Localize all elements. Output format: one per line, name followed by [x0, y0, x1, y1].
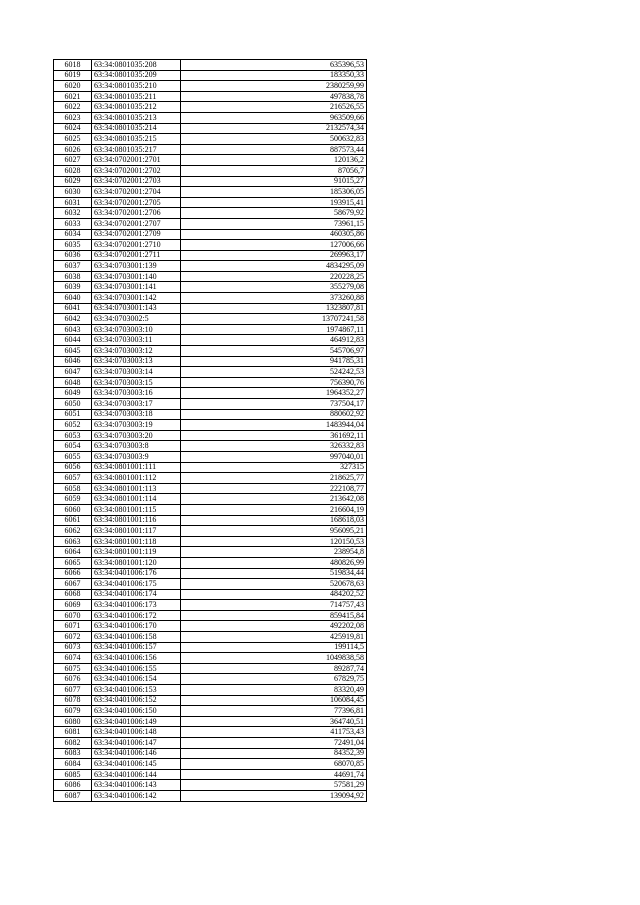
table-row [54, 303, 367, 314]
cadastral-value-cell: 1974867,11 [181, 324, 367, 335]
cadastral-value-cell: 480826,99 [181, 557, 367, 568]
cadastral-number-cell: 63:34:0703001:139 [92, 261, 181, 272]
cadastral-number-cell: 63:34:0801035:214 [92, 123, 181, 134]
cadastral-number-cell: 63:34:0401006:148 [92, 727, 181, 738]
cadastral-number-cell: 63:34:0401006:147 [92, 738, 181, 749]
cadastral-value-cell: 1483944,04 [181, 420, 367, 431]
cadastral-value-cell: 2132574,34 [181, 123, 367, 134]
table-row [54, 695, 367, 706]
cadastral-value-cell: 83320,49 [181, 685, 367, 696]
table-row [54, 653, 367, 664]
row-number-cell: 6066 [54, 568, 92, 579]
cadastral-number-cell: 63:34:0801035:209 [92, 70, 181, 81]
table-row [54, 282, 367, 293]
row-number-cell: 6032 [54, 208, 92, 219]
table-row [54, 293, 367, 304]
cadastral-number-cell: 63:34:0703003:20 [92, 430, 181, 441]
cadastral-number-cell: 63:34:0401006:172 [92, 610, 181, 621]
cadastral-value-cell: 425919,81 [181, 632, 367, 643]
cadastral-number-cell: 63:34:0702001:2711 [92, 250, 181, 261]
cadastral-value-cell: 269963,17 [181, 250, 367, 261]
cadastral-value-cell: 13707241,58 [181, 314, 367, 325]
table-row [54, 70, 367, 81]
cadastral-value-cell: 87056,7 [181, 165, 367, 176]
table-row [54, 727, 367, 738]
table-row [54, 663, 367, 674]
cadastral-number-cell: 63:34:0702001:2709 [92, 229, 181, 240]
table-row [54, 632, 367, 643]
row-number-cell: 6075 [54, 663, 92, 674]
row-number-cell: 6063 [54, 536, 92, 547]
table-row [54, 430, 367, 441]
cadastral-value-cell: 635396,53 [181, 60, 367, 71]
cadastral-number-cell: 63:34:0702001:2704 [92, 187, 181, 198]
row-number-cell: 6082 [54, 738, 92, 749]
cadastral-value-cell: 497838,78 [181, 91, 367, 102]
row-number-cell: 6081 [54, 727, 92, 738]
cadastral-number-cell: 63:34:0401006:170 [92, 621, 181, 632]
cadastral-value-cell: 492202,08 [181, 621, 367, 632]
table-row [54, 473, 367, 484]
row-number-cell: 6052 [54, 420, 92, 431]
row-number-cell: 6065 [54, 557, 92, 568]
cadastral-value-cell: 127006,66 [181, 240, 367, 251]
cadastral-value-cell: 887573,44 [181, 144, 367, 155]
cadastral-number-cell: 63:34:0401006:174 [92, 589, 181, 600]
table-row [54, 155, 367, 166]
cadastral-number-cell: 63:34:0702001:2707 [92, 218, 181, 229]
row-number-cell: 6025 [54, 134, 92, 145]
cadastral-value-cell: 168618,03 [181, 515, 367, 526]
row-number-cell: 6042 [54, 314, 92, 325]
cadastral-value-cell: 91015,27 [181, 176, 367, 187]
row-number-cell: 6039 [54, 282, 92, 293]
table-row [54, 706, 367, 717]
table-row [54, 165, 367, 176]
table-row [54, 589, 367, 600]
table-row [54, 314, 367, 325]
cadastral-value-cell: 500632,83 [181, 134, 367, 145]
cadastral-value-cell: 524242,53 [181, 367, 367, 378]
table-row [54, 674, 367, 685]
table-row [54, 451, 367, 462]
row-number-cell: 6050 [54, 399, 92, 410]
cadastral-value-cell: 44691,74 [181, 769, 367, 780]
row-number-cell: 6086 [54, 780, 92, 791]
cadastral-number-cell: 63:34:0703003:17 [92, 399, 181, 410]
table-row [54, 218, 367, 229]
row-number-cell: 6084 [54, 759, 92, 770]
row-number-cell: 6023 [54, 112, 92, 123]
table-row [54, 494, 367, 505]
row-number-cell: 6051 [54, 409, 92, 420]
table-row [54, 769, 367, 780]
row-number-cell: 6041 [54, 303, 92, 314]
table-row [54, 610, 367, 621]
cadastral-number-cell: 63:34:0703001:141 [92, 282, 181, 293]
cadastral-number-cell: 63:34:0401006:146 [92, 748, 181, 759]
table-row [54, 388, 367, 399]
cadastral-value-cell: 714757,43 [181, 600, 367, 611]
cadastral-value-cell: 120136,2 [181, 155, 367, 166]
row-number-cell: 6059 [54, 494, 92, 505]
cadastral-value-cell: 373260,88 [181, 293, 367, 304]
row-number-cell: 6060 [54, 504, 92, 515]
cadastral-value-cell: 220228,25 [181, 271, 367, 282]
cadastral-number-cell: 63:34:0801035:217 [92, 144, 181, 155]
table-row [54, 250, 367, 261]
cadastral-number-cell: 63:34:0801001:111 [92, 462, 181, 473]
table-row [54, 240, 367, 251]
table-row [54, 208, 367, 219]
cadastral-value-cell: 520678,63 [181, 579, 367, 590]
row-number-cell: 6019 [54, 70, 92, 81]
cadastral-number-cell: 63:34:0801035:211 [92, 91, 181, 102]
cadastral-number-cell: 63:34:0703003:19 [92, 420, 181, 431]
cadastral-number-cell: 63:34:0401006:143 [92, 780, 181, 791]
row-number-cell: 6064 [54, 547, 92, 558]
cadastral-number-cell: 63:34:0703003:9 [92, 451, 181, 462]
table-row [54, 790, 367, 801]
cadastral-number-cell: 63:34:0703003:10 [92, 324, 181, 335]
cadastral-number-cell: 63:34:0801001:118 [92, 536, 181, 547]
cadastral-value-cell: 218625,77 [181, 473, 367, 484]
row-number-cell: 6056 [54, 462, 92, 473]
row-number-cell: 6058 [54, 483, 92, 494]
row-number-cell: 6076 [54, 674, 92, 685]
table-row [54, 685, 367, 696]
table-row [54, 134, 367, 145]
cadastral-value-cell: 139094,92 [181, 790, 367, 801]
cadastral-number-cell: 63:34:0703003:8 [92, 441, 181, 452]
row-number-cell: 6034 [54, 229, 92, 240]
table-row [54, 271, 367, 282]
table-row [54, 367, 367, 378]
row-number-cell: 6062 [54, 526, 92, 537]
table-row [54, 716, 367, 727]
cadastral-value-cell: 545706,97 [181, 346, 367, 357]
table-row [54, 483, 367, 494]
row-number-cell: 6021 [54, 91, 92, 102]
cadastral-value-cell: 484202,52 [181, 589, 367, 600]
table-row [54, 504, 367, 515]
row-number-cell: 6085 [54, 769, 92, 780]
row-number-cell: 6080 [54, 716, 92, 727]
table-row [54, 187, 367, 198]
row-number-cell: 6079 [54, 706, 92, 717]
table-row [54, 229, 367, 240]
row-number-cell: 6043 [54, 324, 92, 335]
cadastral-number-cell: 63:34:0801001:117 [92, 526, 181, 537]
table-row [54, 261, 367, 272]
table-row [54, 399, 367, 410]
table-row [54, 738, 367, 749]
cadastral-value-cell: 216604,19 [181, 504, 367, 515]
cadastral-value-cell: 464912,83 [181, 335, 367, 346]
cadastral-number-cell: 63:34:0702001:2705 [92, 197, 181, 208]
cadastral-value-cell: 120150,53 [181, 536, 367, 547]
cadastral-value-cell: 1323807,81 [181, 303, 367, 314]
row-number-cell: 6035 [54, 240, 92, 251]
cadastral-number-cell: 63:34:0703002:5 [92, 314, 181, 325]
row-number-cell: 6030 [54, 187, 92, 198]
cadastral-value-cell: 222108,77 [181, 483, 367, 494]
cadastral-number-cell: 63:34:0702001:2701 [92, 155, 181, 166]
cadastral-value-cell: 364740,51 [181, 716, 367, 727]
table-row [54, 579, 367, 590]
table-body [54, 60, 367, 802]
cadastral-value-cell: 1964352,27 [181, 388, 367, 399]
table-row [54, 197, 367, 208]
cadastral-value-cell: 89287,74 [181, 663, 367, 674]
table-row [54, 81, 367, 92]
cadastral-number-cell: 63:34:0401006:153 [92, 685, 181, 696]
cadastral-number-cell: 63:34:0702001:2703 [92, 176, 181, 187]
cadastral-value-cell: 68070,85 [181, 759, 367, 770]
row-number-cell: 6074 [54, 653, 92, 664]
row-number-cell: 6077 [54, 685, 92, 696]
row-number-cell: 6031 [54, 197, 92, 208]
cadastral-value-cell: 2380259,99 [181, 81, 367, 92]
cadastral-value-cell: 185306,05 [181, 187, 367, 198]
cadastral-number-cell: 63:34:0401006:149 [92, 716, 181, 727]
row-number-cell: 6026 [54, 144, 92, 155]
cadastral-value-cell: 199114,5 [181, 642, 367, 653]
table-row [54, 557, 367, 568]
row-number-cell: 6046 [54, 356, 92, 367]
row-number-cell: 6040 [54, 293, 92, 304]
cadastral-value-cell: 213642,08 [181, 494, 367, 505]
row-number-cell: 6048 [54, 377, 92, 388]
cadastral-value-cell: 361692,11 [181, 430, 367, 441]
table-row [54, 176, 367, 187]
cadastral-value-table [53, 59, 367, 802]
cadastral-number-cell: 63:34:0401006:142 [92, 790, 181, 801]
row-number-cell: 6045 [54, 346, 92, 357]
cadastral-value-cell: 57581,29 [181, 780, 367, 791]
row-number-cell: 6037 [54, 261, 92, 272]
cadastral-value-cell: 326332,83 [181, 441, 367, 452]
cadastral-number-cell: 63:34:0801035:212 [92, 102, 181, 113]
cadastral-value-cell: 73961,15 [181, 218, 367, 229]
cadastral-value-cell: 355279,08 [181, 282, 367, 293]
row-number-cell: 6018 [54, 60, 92, 71]
table-row [54, 356, 367, 367]
row-number-cell: 6054 [54, 441, 92, 452]
cadastral-value-cell: 519834,44 [181, 568, 367, 579]
row-number-cell: 6038 [54, 271, 92, 282]
cadastral-value-cell: 183350,33 [181, 70, 367, 81]
row-number-cell: 6020 [54, 81, 92, 92]
cadastral-number-cell: 63:34:0801001:120 [92, 557, 181, 568]
table-row [54, 568, 367, 579]
cadastral-number-cell: 63:34:0801001:114 [92, 494, 181, 505]
cadastral-number-cell: 63:34:0401006:175 [92, 579, 181, 590]
cadastral-value-cell: 1049838,58 [181, 653, 367, 664]
cadastral-value-cell: 216526,55 [181, 102, 367, 113]
cadastral-value-cell: 84352,39 [181, 748, 367, 759]
row-number-cell: 6083 [54, 748, 92, 759]
row-number-cell: 6022 [54, 102, 92, 113]
table-row [54, 515, 367, 526]
row-number-cell: 6033 [54, 218, 92, 229]
table-row [54, 420, 367, 431]
cadastral-number-cell: 63:34:0702001:2710 [92, 240, 181, 251]
cadastral-value-cell: 859415,84 [181, 610, 367, 621]
cadastral-number-cell: 63:34:0801035:213 [92, 112, 181, 123]
cadastral-value-cell: 460305,86 [181, 229, 367, 240]
row-number-cell: 6049 [54, 388, 92, 399]
cadastral-number-cell: 63:34:0401006:173 [92, 600, 181, 611]
cadastral-number-cell: 63:34:0401006:150 [92, 706, 181, 717]
cadastral-value-cell: 756390,76 [181, 377, 367, 388]
cadastral-value-cell: 327315 [181, 462, 367, 473]
cadastral-number-cell: 63:34:0703003:15 [92, 377, 181, 388]
cadastral-value-cell: 956095,21 [181, 526, 367, 537]
cadastral-number-cell: 63:34:0401006:152 [92, 695, 181, 706]
cadastral-number-cell: 63:34:0703003:12 [92, 346, 181, 357]
cadastral-number-cell: 63:34:0801001:116 [92, 515, 181, 526]
table-row [54, 462, 367, 473]
cadastral-number-cell: 63:34:0703003:18 [92, 409, 181, 420]
table-row [54, 621, 367, 632]
cadastral-value-cell: 77396,81 [181, 706, 367, 717]
table-row [54, 144, 367, 155]
table-row [54, 536, 367, 547]
table-row [54, 642, 367, 653]
cadastral-number-cell: 63:34:0401006:144 [92, 769, 181, 780]
row-number-cell: 6029 [54, 176, 92, 187]
cadastral-value-cell: 67829,75 [181, 674, 367, 685]
cadastral-number-cell: 63:34:0703001:140 [92, 271, 181, 282]
row-number-cell: 6068 [54, 589, 92, 600]
cadastral-number-cell: 63:34:0401006:156 [92, 653, 181, 664]
cadastral-number-cell: 63:34:0401006:158 [92, 632, 181, 643]
cadastral-number-cell: 63:34:0703001:143 [92, 303, 181, 314]
table-row [54, 377, 367, 388]
cadastral-number-cell: 63:34:0801035:208 [92, 60, 181, 71]
row-number-cell: 6087 [54, 790, 92, 801]
table-row [54, 324, 367, 335]
cadastral-number-cell: 63:34:0401006:154 [92, 674, 181, 685]
table-row [54, 102, 367, 113]
cadastral-number-cell: 63:34:0801001:119 [92, 547, 181, 558]
cadastral-value-cell: 737504,17 [181, 399, 367, 410]
cadastral-number-cell: 63:34:0801001:112 [92, 473, 181, 484]
cadastral-number-cell: 63:34:0703001:142 [92, 293, 181, 304]
cadastral-number-cell: 63:34:0702001:2706 [92, 208, 181, 219]
cadastral-number-cell: 63:34:0801001:113 [92, 483, 181, 494]
table-row [54, 748, 367, 759]
row-number-cell: 6073 [54, 642, 92, 653]
cadastral-number-cell: 63:34:0401006:176 [92, 568, 181, 579]
row-number-cell: 6057 [54, 473, 92, 484]
row-number-cell: 6067 [54, 579, 92, 590]
table-row [54, 600, 367, 611]
row-number-cell: 6036 [54, 250, 92, 261]
cadastral-value-cell: 238954,8 [181, 547, 367, 558]
row-number-cell: 6071 [54, 621, 92, 632]
table-row [54, 60, 367, 71]
cadastral-number-cell: 63:34:0703003:11 [92, 335, 181, 346]
cadastral-value-cell: 193915,41 [181, 197, 367, 208]
row-number-cell: 6027 [54, 155, 92, 166]
cadastral-number-cell: 63:34:0801035:210 [92, 81, 181, 92]
row-number-cell: 6072 [54, 632, 92, 643]
cadastral-value-cell: 4834295,09 [181, 261, 367, 272]
cadastral-number-cell: 63:34:0801035:215 [92, 134, 181, 145]
row-number-cell: 6069 [54, 600, 92, 611]
cadastral-number-cell: 63:34:0401006:145 [92, 759, 181, 770]
cadastral-value-cell: 963509,66 [181, 112, 367, 123]
row-number-cell: 6028 [54, 165, 92, 176]
row-number-cell: 6070 [54, 610, 92, 621]
table-row [54, 409, 367, 420]
table-row [54, 112, 367, 123]
row-number-cell: 6047 [54, 367, 92, 378]
cadastral-number-cell: 63:34:0703003:16 [92, 388, 181, 399]
row-number-cell: 6078 [54, 695, 92, 706]
cadastral-number-cell: 63:34:0703003:14 [92, 367, 181, 378]
table-row [54, 526, 367, 537]
row-number-cell: 6024 [54, 123, 92, 134]
cadastral-number-cell: 63:34:0401006:155 [92, 663, 181, 674]
table-row [54, 547, 367, 558]
row-number-cell: 6053 [54, 430, 92, 441]
table-row [54, 123, 367, 134]
cadastral-number-cell: 63:34:0702001:2702 [92, 165, 181, 176]
table-row [54, 346, 367, 357]
cadastral-value-cell: 106084,45 [181, 695, 367, 706]
row-number-cell: 6055 [54, 451, 92, 462]
cadastral-number-cell: 63:34:0703003:13 [92, 356, 181, 367]
cadastral-value-cell: 58679,92 [181, 208, 367, 219]
cadastral-number-cell: 63:34:0801001:115 [92, 504, 181, 515]
table-row [54, 441, 367, 452]
table-row [54, 759, 367, 770]
cadastral-value-cell: 72491,04 [181, 738, 367, 749]
table-row [54, 91, 367, 102]
row-number-cell: 6061 [54, 515, 92, 526]
table-row [54, 335, 367, 346]
row-number-cell: 6044 [54, 335, 92, 346]
cadastral-value-cell: 997040,01 [181, 451, 367, 462]
cadastral-value-cell: 941785,31 [181, 356, 367, 367]
cadastral-value-cell: 411753,43 [181, 727, 367, 738]
table-row [54, 780, 367, 791]
cadastral-number-cell: 63:34:0401006:157 [92, 642, 181, 653]
cadastral-value-cell: 880602,92 [181, 409, 367, 420]
